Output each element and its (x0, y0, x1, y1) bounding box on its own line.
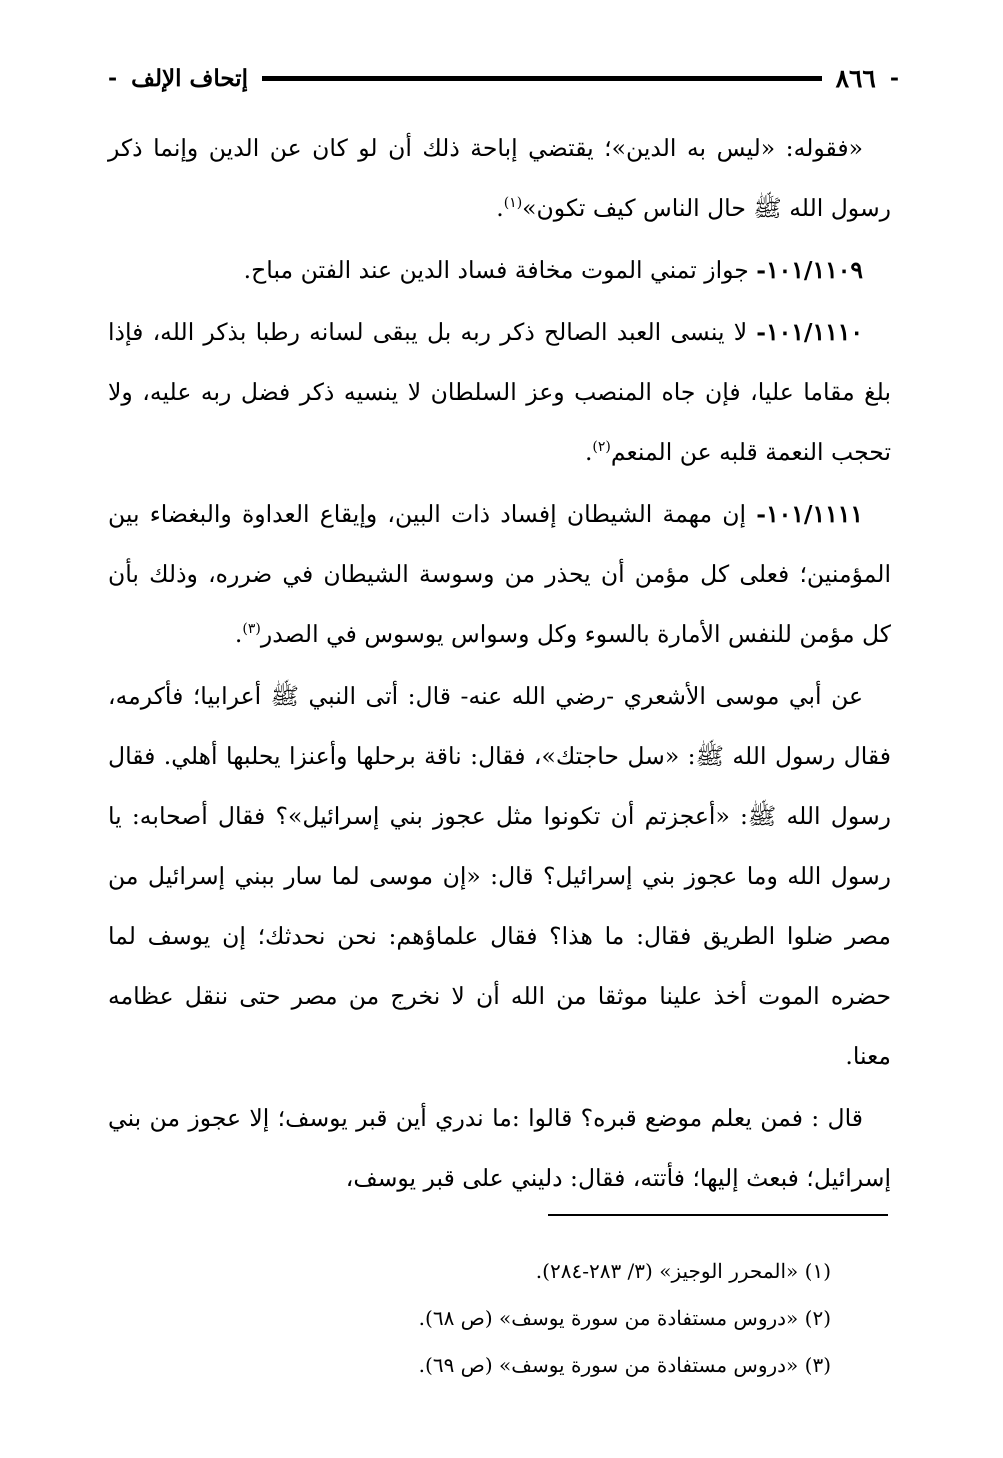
book-title: إتحاف الإلف (131, 64, 248, 92)
header-dash-left: - (108, 65, 118, 91)
paragraph: ١٠١/١١١٠- لا ينسى العبد الصالح ذكر ربه بل يبقى لسانه رطبا بذكر الله، فإذا بلغ مقاما عليا، فإن جاه المنصب وعز السلطان لا ينسيه ذكر فضل ربه عليه، ولا تحجب النعمة قلبه عن المنعم$^{(٢)}$. (108, 318, 891, 466)
header-rule (262, 76, 822, 81)
footnotes (200, 1248, 831, 1389)
footnote: (١) «المحرر الوجيز» (٣/ ٢٨٣-٢٨٤). (535, 1259, 831, 1283)
page-number: ٨٦٦ (835, 63, 876, 93)
paragraph: ١٠١/١١٠٩- جواز تمني الموت مخافة فساد الدين عند الفتن مباح. (243, 256, 863, 284)
entry-number: ١٠١/١١٠٩- (756, 256, 863, 284)
entry-number: ١٠١/١١١١- (756, 500, 863, 528)
footnote-ref: (٣) (242, 621, 261, 638)
paragraph: عن أبي موسى الأشعري -رضي الله عنه- قال: أتى النبي ﷺ أعرابيا؛ فأكرمه، فقال رسول الله ﷺ: «سل حاجتك»، فقال: ناقة برحلها وأعنزا يحلبها أهلي. فقال رسول الله ﷺ: «أعجزتم أن تكونوا مثل عجوز بني إسرائيل»؟ فقال أصحابه: يا رسول الله وما عجوز بني إسرائيل؟ قال: «إن موسى لما سار ببني إسرائيل من مصر ضلوا الطريق فقال: ما هذا؟ فقال علماؤهم: نحن نحدثك؛ إن يوسف لما حضره الموت أخذ علينا موثقا من الله أن لا نخرج من مصر حتى ننقل عظامه معنا. (108, 682, 891, 1070)
main-text (108, 118, 891, 1210)
footnote-separator (548, 1214, 888, 1216)
footnote: (٣) «دروس مستفادة من سورة يوسف» (ص ٦٩). (418, 1353, 831, 1377)
paragraph: «فقوله: «ليس به الدين»؛ يقتضي إباحة ذلك أن لو كان عن الدين وإنما ذكر رسول الله ﷺ حال الناس كيف تكون»$^{(١)}$. (108, 134, 891, 222)
footnote: (٢) «دروس مستفادة من سورة يوسف» (ص ٦٨). (418, 1306, 831, 1330)
footnote-ref: (٢) (592, 439, 611, 456)
header-dash-right: - (889, 65, 899, 91)
footnote-ref: (١) (503, 195, 523, 212)
paragraph: قال : فمن يعلم موضع قبره؟ قالوا :ما ندري أين قبر يوسف؛ إلا عجوز من بني إسرائيل؛ فبعث إليها؛ فأتته، فقال: دليني على قبر يوسف، (108, 1104, 891, 1192)
paragraph: ١٠١/١١١١- إن مهمة الشيطان إفساد ذات البين، وإيقاع العداوة والبغضاء بين المؤمنين؛ فعلى كل مؤمن أن يحذر من وسوسة الشيطان في ضرره، وذلك بأن كل مؤمن للنفس الأمارة بالسوء وكل وسواس يوسوس في الصدر$^{(٣)}$. (108, 500, 891, 648)
entry-number: ١٠١/١١١٠- (756, 318, 863, 346)
running-header (108, 58, 899, 98)
